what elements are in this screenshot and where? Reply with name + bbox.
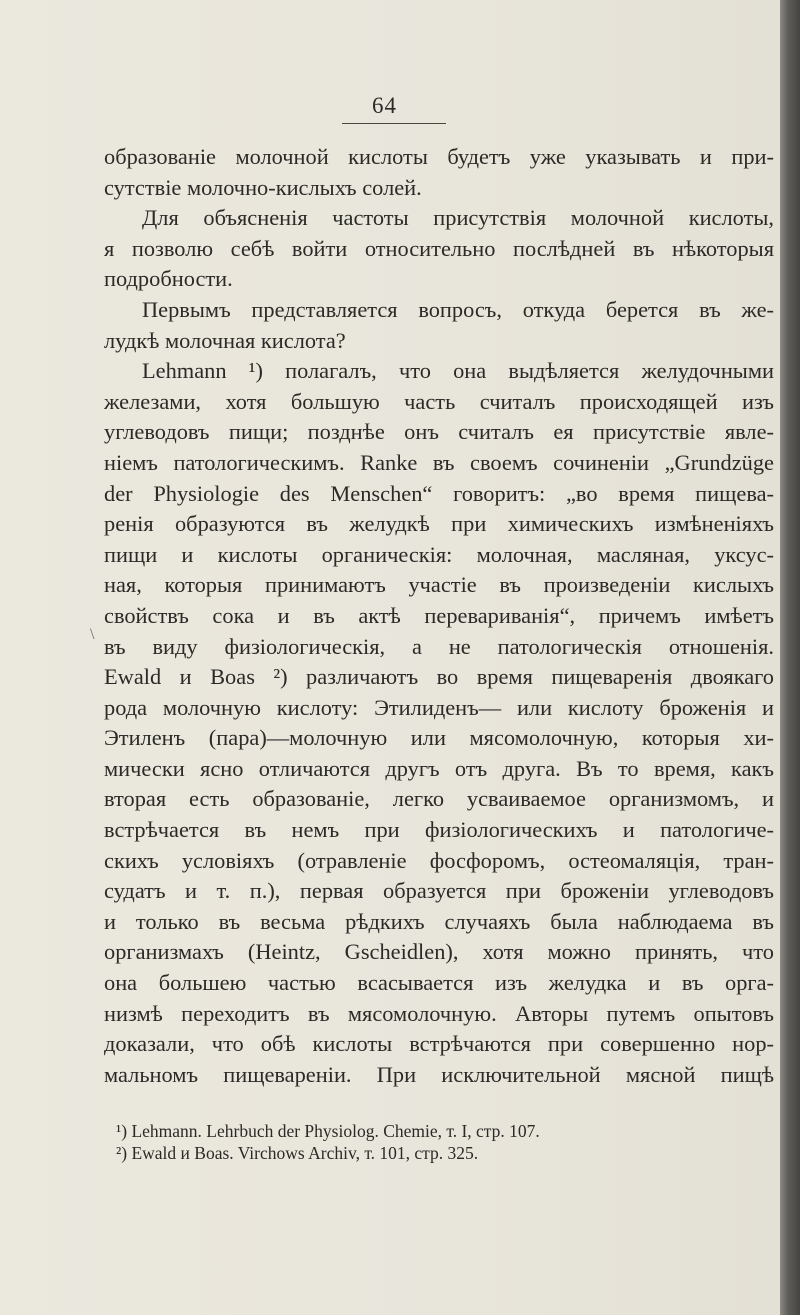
page-edge-shadow (780, 0, 800, 1315)
footnotes (104, 1120, 774, 1164)
text-line: сутствіе молочно-кислыхъ солей. (104, 174, 422, 200)
text-line: пищи и кислоты органическія: молочная, масляная, уксус- (104, 541, 774, 567)
text-line: подробности. (104, 266, 233, 292)
text-line: рода молочную кислоту: Этилиденъ— или кислоту броженія и (104, 694, 774, 720)
footnote-2: ²) Ewald и Boas. Virchows Archiv, т. 101, стр. 325. (116, 1143, 479, 1163)
text-line: доказали, что обѣ кислоты встрѣчаются при совершенно нор- (104, 1031, 774, 1057)
text-line: лудкѣ молочная кислота? (104, 327, 346, 353)
main-text (104, 142, 774, 1090)
text-line: судатъ и т. п.), первая образуется при броженіи углеводовъ (104, 878, 774, 904)
text-line: она большею частью всасывается изъ желудка и въ орга- (104, 970, 774, 996)
text-line: der Physiologie des Menschen“ говоритъ: „во время пищева- (104, 480, 774, 506)
text-line: Этиленъ (пара)—молочную или мясомолочную, которыя хи- (104, 725, 774, 751)
text-line: углеводовъ пищи; позднѣе онъ считалъ ея присутствіе явле- (104, 419, 774, 445)
text-line: свойствъ сока и въ актѣ перевариванія“, причемъ имѣетъ (104, 602, 774, 628)
page-number: 64 (372, 93, 397, 118)
text-line: мальномъ пищевареніи. При исключительной мясной пищѣ (104, 1061, 774, 1087)
footnote-1: ¹) Lehmann. Lehrbuch der Physiolog. Chemie, т. I, стр. 107. (116, 1121, 540, 1141)
text-line: вторая есть образованіе, легко усваиваемое организмомъ, и (104, 786, 774, 812)
text-line: Первымъ представляется вопросъ, откуда берется въ же- (142, 296, 774, 322)
text-line: мически ясно отличаются другъ отъ друга. Въ то время, какъ (104, 755, 774, 781)
text-line: въ виду физіологическія, а не патологическія отношенія. (104, 633, 774, 659)
text-line: Ewald и Boas ²) различаютъ во время пищеваренія двоякаго (104, 664, 774, 690)
text-line: Lehmann ¹) полагалъ, что она выдѣляется желудочными (142, 358, 774, 384)
text-line: образованіе молочной кислоты будетъ уже указывать и при- (104, 144, 774, 169)
text-line: Для объясненія частоты присутствія молочной кислоты, (142, 205, 774, 231)
text-line: скихъ условіяхъ (отравленіе фосфоромъ, остеомаляція, тран- (104, 847, 774, 873)
text-line: ніемъ патологическимъ. Ranke въ своемъ сочиненіи „Grundzüge (104, 449, 774, 475)
text-line: я позволю себѣ войти относительно послѣдней въ нѣкоторыя (104, 235, 774, 261)
text-line: организмахъ (Heintz, Gscheidlen), хотя можно принять, что (104, 939, 774, 965)
text-line: встрѣчается въ немъ при физіологическихъ и патологиче- (104, 817, 774, 843)
text-line: железами, хотя большую часть считалъ происходящей изъ (104, 388, 774, 414)
text-line: и только въ весьма рѣдкихъ случаяхъ была наблюдаема въ (104, 908, 774, 934)
text-line: низмѣ переходитъ въ мясомолочную. Авторы путемъ опытовъ (104, 1000, 774, 1026)
text-line: ная, которыя принимаютъ участіе въ произведеніи кислыхъ (104, 572, 774, 598)
margin-mark: \ (90, 626, 95, 643)
header-rule (342, 123, 446, 124)
text-line: ренія образуются въ желудкѣ при химическихъ измѣненіяхъ (104, 511, 774, 537)
